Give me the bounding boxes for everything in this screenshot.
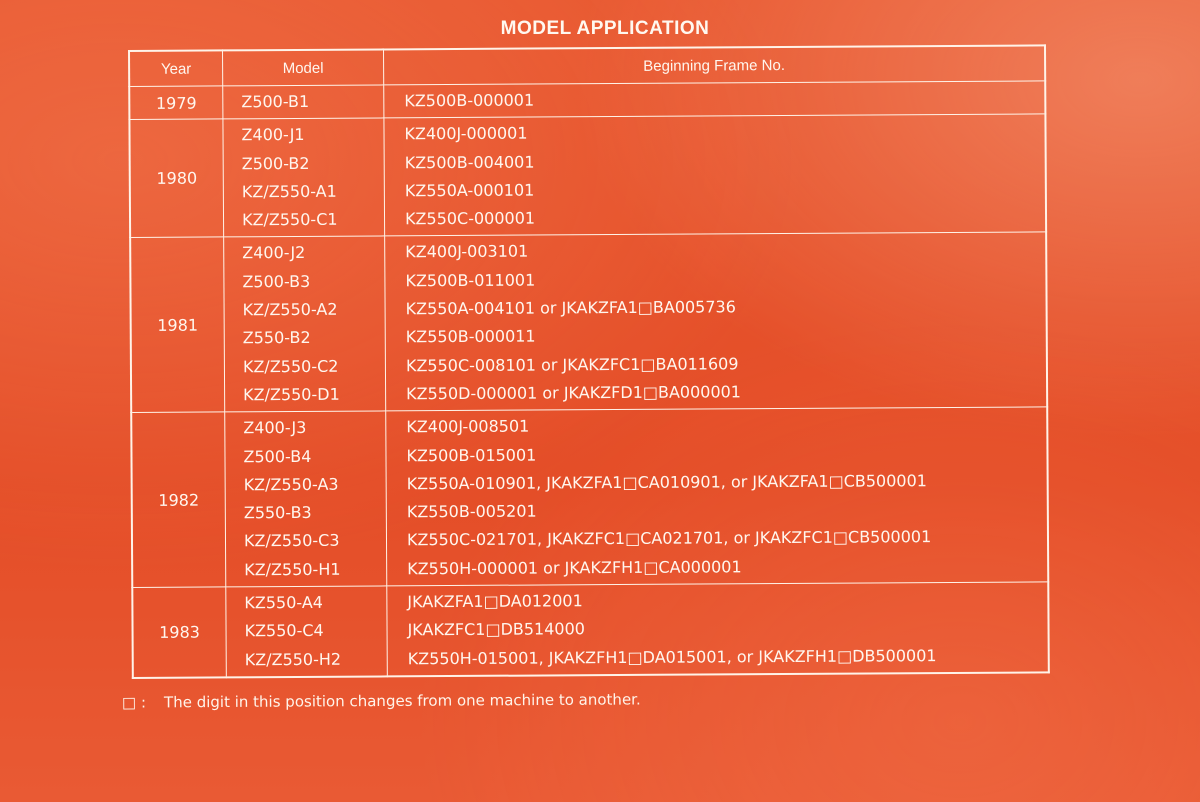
frame-number: KZ550B-000011 [405, 326, 536, 347]
model-name: Z500-B2 [241, 153, 310, 173]
year-cell: 1982 [131, 412, 226, 587]
frame-number: JKAKZFA1□DA012001 [407, 591, 583, 612]
header-frame: Beginning Frame No. [384, 45, 1046, 85]
table-row [130, 232, 1047, 412]
frame-number: KZ550H-015001, JKAKZFH1□DA015001, or JKAKZFH1□DB500001 [407, 645, 937, 668]
model-name: Z550-B2 [242, 328, 311, 348]
model-name: KZ/Z550-A2 [242, 299, 338, 320]
frame-number: KZ550C-000001 [404, 208, 536, 229]
page-title: MODEL APPLICATION [500, 18, 710, 39]
frame-number: KZ550C-008101 or JKAKZFC1□BA011609 [405, 353, 739, 375]
model-name: Z500-B3 [242, 271, 311, 292]
table-row [129, 114, 1046, 238]
model-name: KZ/Z550-H1 [244, 559, 341, 580]
frame-number: KZ400J-008501 [406, 416, 530, 437]
footnote [122, 690, 641, 711]
model-name: KZ/Z550-A1 [241, 181, 337, 202]
frame-number: KZ550A-010901, JKAKZFA1□CA010901, or JKAKZFA1□CB500001 [406, 470, 927, 494]
model-name: KZ/Z550-H2 [244, 649, 342, 669]
table-row [131, 407, 1048, 587]
frame-number: KZ550D-000001 or JKAKZFD1□BA000001 [406, 382, 742, 404]
year-cell: 1983 [132, 587, 226, 678]
header-model: Model [223, 49, 384, 85]
frame-number-cell [384, 114, 1046, 236]
model-name: KZ550-C4 [244, 621, 324, 641]
frame-number: KZ500B-004001 [404, 152, 535, 172]
model-name: KZ/Z550-A3 [243, 474, 339, 495]
frame-number-cell [384, 81, 1046, 118]
model-name: Z550-B3 [243, 503, 312, 523]
table-row [129, 81, 1045, 120]
frame-number: KZ400J-003101 [405, 242, 529, 262]
frame-number: KZ550H-000001 or JKAKZFH1□CA000001 [407, 557, 742, 579]
year-cell: 1981 [130, 237, 225, 412]
header-year: Year [129, 50, 223, 86]
model-cell [225, 411, 387, 587]
frame-number: KZ500B-015001 [406, 445, 537, 465]
frame-number: KZ550C-021701, JKAKZFC1□CA021701, or JKAKZFC1□CB500001 [406, 527, 932, 550]
model-cell [223, 85, 384, 119]
frame-number: KZ550B-005201 [406, 501, 537, 522]
model-name: Z500-B1 [241, 91, 310, 112]
footnote-symbol: □ : [121, 693, 147, 712]
model-name: KZ/Z550-C1 [241, 209, 338, 230]
year-cell: 1979 [129, 86, 223, 120]
year-cell: 1980 [129, 119, 223, 238]
model-cell [223, 118, 385, 237]
frame-number: KZ550A-004101 or JKAKZFA1□BA005736 [405, 297, 736, 319]
model-name: KZ/Z550-C3 [243, 531, 340, 551]
frame-number: KZ550A-000101 [404, 180, 535, 201]
frame-number: KZ400J-000001 [404, 123, 528, 144]
frame-number-cell [386, 407, 1049, 586]
model-name: Z400-J3 [243, 418, 307, 438]
table-header-row [129, 45, 1045, 86]
table-body [129, 81, 1049, 678]
model-cell [224, 236, 386, 412]
model-name: Z500-B4 [243, 446, 312, 466]
frame-number-cell [387, 582, 1049, 676]
model-cell [226, 586, 388, 677]
model-name: Z400-J1 [241, 125, 305, 145]
model-name: KZ550-A4 [244, 592, 323, 613]
table-row [132, 582, 1049, 678]
model-name: Z400-J2 [242, 243, 306, 263]
model-application-table [128, 44, 1050, 679]
frame-number: JKAKZFC1□DB514000 [407, 619, 585, 640]
model-name: KZ/Z550-D1 [243, 384, 340, 405]
frame-number-cell [385, 232, 1048, 411]
frame-number: KZ500B-011001 [405, 270, 536, 291]
model-name: KZ/Z550-C2 [242, 356, 339, 376]
footnote-text: The digit in this position changes from one machine to another. [163, 690, 641, 712]
model-application-table-frame [128, 44, 1050, 679]
frame-number: KZ500B-000001 [404, 90, 535, 111]
